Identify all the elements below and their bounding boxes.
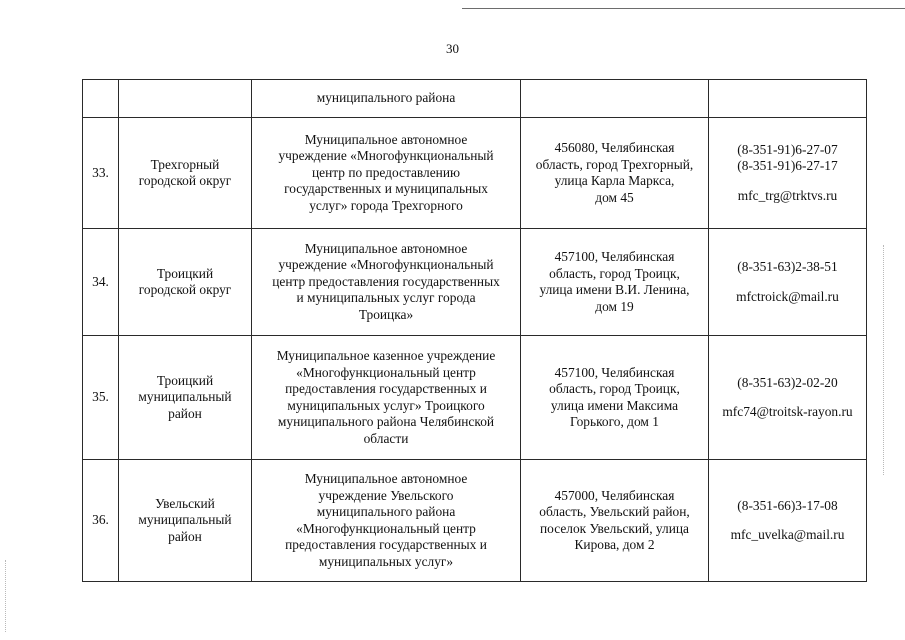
row-number-cell: 36. [83, 460, 119, 582]
table-row-continuation [83, 80, 867, 118]
contacts-cell [709, 460, 867, 582]
phone-text: (8-351-63)2-02-20 [737, 374, 838, 390]
contacts-spacer [712, 175, 863, 188]
address-cell [521, 336, 709, 460]
address-cell [521, 460, 709, 582]
contacts-spacer [712, 391, 863, 404]
organization-cell [252, 118, 521, 229]
municipality-cell [119, 336, 252, 460]
municipality-cell [119, 80, 252, 118]
contacts-spacer [712, 276, 863, 289]
organization-text: Муниципальное казенное учреждение «Многофункциональный центр предоставления государственных и муниципальных услуг» Троицкого муниципального района Челябинской области [276, 348, 496, 446]
page-number: 30 [446, 41, 459, 56]
municipality-cell [119, 460, 252, 582]
mfc-directory-table [82, 79, 867, 582]
address-text: 457000, Челябинская область, Увельский район, поселок Увельский, улица Кирова, дом 2 [539, 487, 690, 552]
phone-text: (8-351-91)6-27-17 [737, 158, 838, 174]
municipality-text: Трехгорный городской округ [138, 156, 232, 188]
email-link[interactable]: mfc_trg@trktvs.ru [737, 187, 838, 203]
contacts-cell [709, 80, 867, 118]
table-row [83, 460, 867, 582]
address-text: 457100, Челябинская область, город Троицк, улица имени В.И. Ленина, дом 19 [539, 249, 690, 314]
organization-cell [252, 460, 521, 582]
contacts-spacer [712, 514, 863, 527]
contacts-cell [709, 229, 867, 336]
phone-text: (8-351-63)2-38-51 [737, 259, 838, 274]
municipality-text: Троицкий муниципальный район [138, 372, 232, 421]
organization-cell [252, 229, 521, 336]
municipality-text: Троицкий городской округ [138, 265, 232, 297]
contacts-cell [709, 118, 867, 229]
table-row [83, 336, 867, 460]
organization-text: Муниципальное автономное учреждение Увельского муниципального района «Многофункциональный центр предоставления государственных и муниципальных услуг» [285, 471, 487, 569]
row-number-cell: 35. [83, 336, 119, 460]
scan-artifact-left [5, 560, 6, 632]
organization-text: муниципального района [316, 90, 456, 106]
municipality-cell [119, 229, 252, 336]
organization-cell [252, 336, 521, 460]
phone-text: (8-351-91)6-27-07 [737, 141, 838, 157]
address-cell [521, 229, 709, 336]
address-text: 456080, Челябинская область, город Трехгорный, улица Карла Маркса, дом 45 [535, 140, 694, 205]
row-number-cell: 33. [83, 118, 119, 229]
row-number-cell [83, 80, 119, 118]
municipality-cell [119, 118, 252, 229]
scan-top-line [462, 8, 905, 9]
email-link[interactable]: mfc_uvelka@mail.ru [730, 527, 845, 542]
email-link[interactable]: mfctroick@mail.ru [736, 288, 839, 304]
address-cell [521, 80, 709, 118]
row-number-cell: 34. [83, 229, 119, 336]
table-row [83, 229, 867, 336]
contacts-cell [709, 336, 867, 460]
organization-text: Муниципальное автономное учреждение «Многофункциональный центр предоставления государственных и муниципальных услуг города Троицка» [272, 240, 500, 322]
organization-cell [252, 80, 521, 118]
table-row [83, 118, 867, 229]
email-link[interactable]: mfc74@troitsk-rayon.ru [722, 404, 853, 419]
scan-artifact-right [883, 245, 884, 475]
phone-text: (8-351-66)3-17-08 [737, 497, 838, 513]
organization-text: Муниципальное автономное учреждение «Многофункциональный центр по предоставлению государственных и муниципальных услуг» города Трехгорного [278, 131, 494, 213]
address-cell [521, 118, 709, 229]
address-text: 457100, Челябинская область, город Троицк, улица имени Максима Горького, дом 1 [549, 364, 680, 429]
municipality-text: Увельский муниципальный район [138, 495, 232, 544]
